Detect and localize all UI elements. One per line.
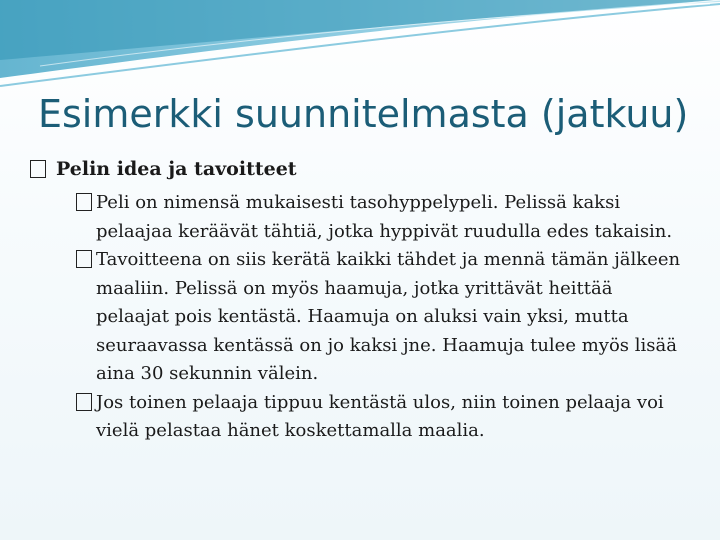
missing-glyph-box-icon [76,250,92,268]
list-item [30,189,690,246]
list-item-text: Jos toinen pelaaja tippuu kentästä ulos, niin toinen pelaaja voi vielä pelastaa hänet koskettamalla maalia. [96,391,664,441]
missing-glyph-box-icon [76,193,92,211]
list-item [30,246,690,389]
section-heading [30,155,690,183]
missing-glyph-box-icon [76,393,92,411]
missing-glyph-box-icon [30,160,46,178]
list-item [30,389,690,446]
section-heading-text: Pelin idea ja tavoitteet [56,158,297,180]
list-item-text: Peli on nimensä mukaisesti tasohyppelypeli. Pelissä kaksi pelaajaa keräävät tähtiä, jotka hyppivät ruudulla edes takaisin. [96,192,673,242]
list-item-text: Tavoitteena on siis kerätä kaikki tähdet ja mennä tämän jälkeen maaliin. Pelissä on myös haamuja, jotka yrittävät heittää pelaajat pois kentästä. Haamuja on aluksi vain yksi, mutta seuraavassa kentässä on jo kaksi jne. Haamuja tulee myös lisää aina 30 sekunnin välein. [96,249,681,384]
slide-title: Esimerkki suunnitelmasta (jatkuu) [38,92,689,136]
slide-content [30,155,690,446]
decorative-header-band [0,0,720,90]
